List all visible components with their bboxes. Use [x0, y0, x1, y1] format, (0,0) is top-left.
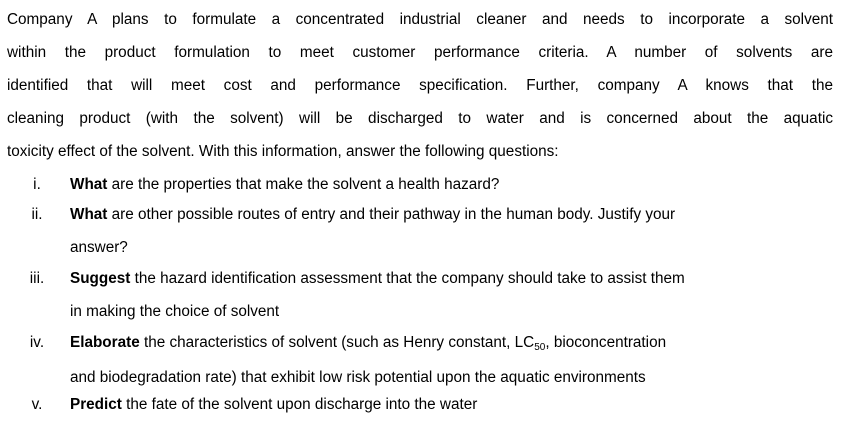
question-number: v.: [31, 396, 43, 413]
intro-line: cleaning product (with the solvent) will be discharged to water and is concerned about the aquatic: [7, 110, 833, 128]
question-line: the hazard identification assessment that the company should take to assist them: [134, 270, 685, 287]
question-number: i.: [33, 176, 41, 193]
intro-line: identified that will meet cost and performance specification. Further, company A knows that the: [7, 77, 833, 95]
intro-line: Company A plans to formulate a concentrated industrial cleaner and needs to incorporate a solvent: [7, 11, 833, 28]
question-line: in making the choice of solvent: [70, 303, 280, 321]
question-number: iii.: [29, 270, 45, 287]
intro-paragraph: [7, 3, 833, 168]
question-line: and biodegradation rate) that exhibit low risk potential upon the aquatic environments: [70, 369, 646, 387]
subscript: 50: [534, 342, 546, 353]
question-text: [70, 262, 820, 295]
question-keyword: What: [70, 176, 108, 193]
question-keyword: What: [70, 206, 108, 223]
question-keyword: Predict: [70, 396, 122, 413]
question-line: are other possible routes of entry and their pathway in the human body. Justify your: [111, 206, 676, 223]
question-line: the fate of the solvent upon discharge into the water: [126, 396, 478, 413]
question-keyword: Elaborate: [70, 334, 140, 351]
question-keyword: Suggest: [70, 270, 131, 287]
intro-line: within the product formulation to meet customer performance criteria. A number of solvents are: [7, 44, 833, 62]
question-line: , bioconcentration: [545, 334, 667, 351]
question-line: answer?: [70, 239, 128, 257]
question-line: are the properties that make the solvent a health hazard?: [111, 176, 500, 193]
question-text: [70, 198, 820, 231]
question-number: iv.: [29, 334, 45, 351]
question-text: [70, 388, 820, 421]
question-text: [70, 168, 820, 201]
question-text: [70, 326, 820, 361]
question-number: ii.: [31, 206, 43, 223]
intro-line: toxicity effect of the solvent. With this information, answer the following questions:: [7, 143, 559, 161]
question-line: the characteristics of solvent (such as Henry constant, LC: [143, 334, 535, 351]
